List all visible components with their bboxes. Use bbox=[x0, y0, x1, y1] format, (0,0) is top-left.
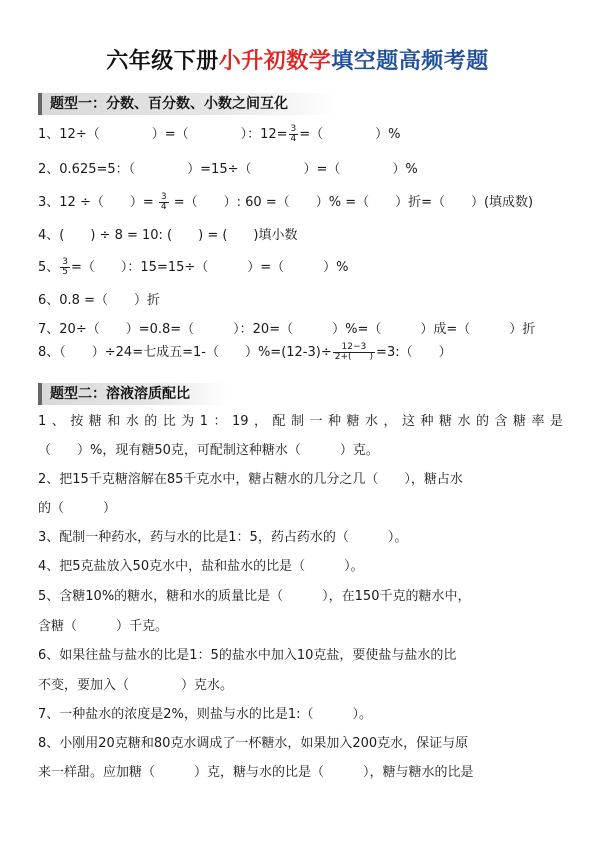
question-2-6-line1: 6、如果往盐与盐水的比是1：5的盐水中加入10克盐，要使盐与盐水的比 bbox=[38, 648, 457, 663]
question-1-7: 7、20÷（ ）=0.8=（ ）：20=（ ）%=（ ）成=（ ）折 bbox=[38, 322, 536, 337]
title-part-topic: 填空题高频考题 bbox=[331, 49, 489, 74]
fraction: $\frac{3}{4}$ bbox=[290, 124, 297, 144]
question-2-2-line2: 的（ ） bbox=[38, 501, 117, 516]
question-1-6: 6、0.8 =（ ）折 bbox=[38, 293, 160, 308]
question-1-2: 2、0.625=5：（ ）=15÷（ ）=（ ）% bbox=[38, 162, 418, 177]
question-2-7: 7、一种盐水的浓度是2%，则盐与水的比是1:（ ）。 bbox=[38, 707, 373, 722]
title-part-subject: 小升初数学 bbox=[218, 49, 332, 74]
question-1-1: 1、12÷（ ）=（ ）：12= $\frac{3}{4}$ =（ ）% bbox=[38, 124, 401, 144]
fraction: $\frac{12-3}{2+( )}$ bbox=[334, 342, 374, 362]
question-2-8-line2: 来一样甜。应加糖（ ）克，糖与水的比是（ ），糖与糖水的比是 bbox=[38, 765, 474, 780]
question-2-8-line1: 8、小刚用20克糖和80克水调成了一杯糖水，如果加入200克水，保证与原 bbox=[38, 736, 469, 751]
question-2-2-line1: 2、把15千克糖溶解在85千克水中，糖占糖水的几分之几（ ），糖占水 bbox=[38, 472, 463, 487]
section-header-2: 题型二：溶液溶质配比 bbox=[38, 383, 228, 405]
question-2-5-line2: 含糖（ ）千克。 bbox=[38, 619, 169, 634]
question-1-5: 5、 $\frac{3}{5}$ =（ ）：15=15÷（ ）=（ ）% bbox=[38, 257, 349, 277]
question-2-3: 3、配制一种药水，药与水的比是1：5，药占药水的（ ）。 bbox=[38, 530, 408, 545]
question-2-6-line2: 不变，要加入（ ）克水。 bbox=[38, 678, 234, 693]
question-2-4: 4、把5克盐放入50克水中，盐和盐水的比是（ ）。 bbox=[38, 559, 364, 574]
title-part-grade: 六年级下册 bbox=[106, 49, 219, 74]
fraction: $\frac{3}{5}$ bbox=[62, 257, 69, 277]
question-2-5-line1: 5、含糖10%的糖水，糖和水的质量比是（ ），在150千克的糖水中， bbox=[38, 589, 471, 604]
page-title bbox=[0, 44, 595, 75]
question-1-4: 4、( ) ÷ 8 = 10: ( ) = ( )填小数 bbox=[38, 228, 298, 243]
question-2-1-line2: （ ）%，现有糖50克，可配制这种糖水（ ）克。 bbox=[38, 443, 379, 458]
question-1-8: 8、（ ）÷24=七成五=1-（ ）%=(12-3)÷ $\frac{12-3}{2+( )}$ =3:（ ） bbox=[38, 342, 452, 362]
question-1-3: 3、12 ÷（ ）= $\frac{3}{4}$ =（ ）: 60 =（ ）% =（ ）折=（ ）(填成数) bbox=[38, 192, 534, 212]
question-2-1-line1: 1、按糖和水的比为1：19，配制一种糖水，这种糖水的含糖率是 bbox=[38, 414, 563, 429]
section-header-1: 题型一：分数、百分数、小数之间互化 bbox=[38, 93, 338, 115]
fraction: $\frac{3}{4}$ bbox=[160, 192, 167, 212]
